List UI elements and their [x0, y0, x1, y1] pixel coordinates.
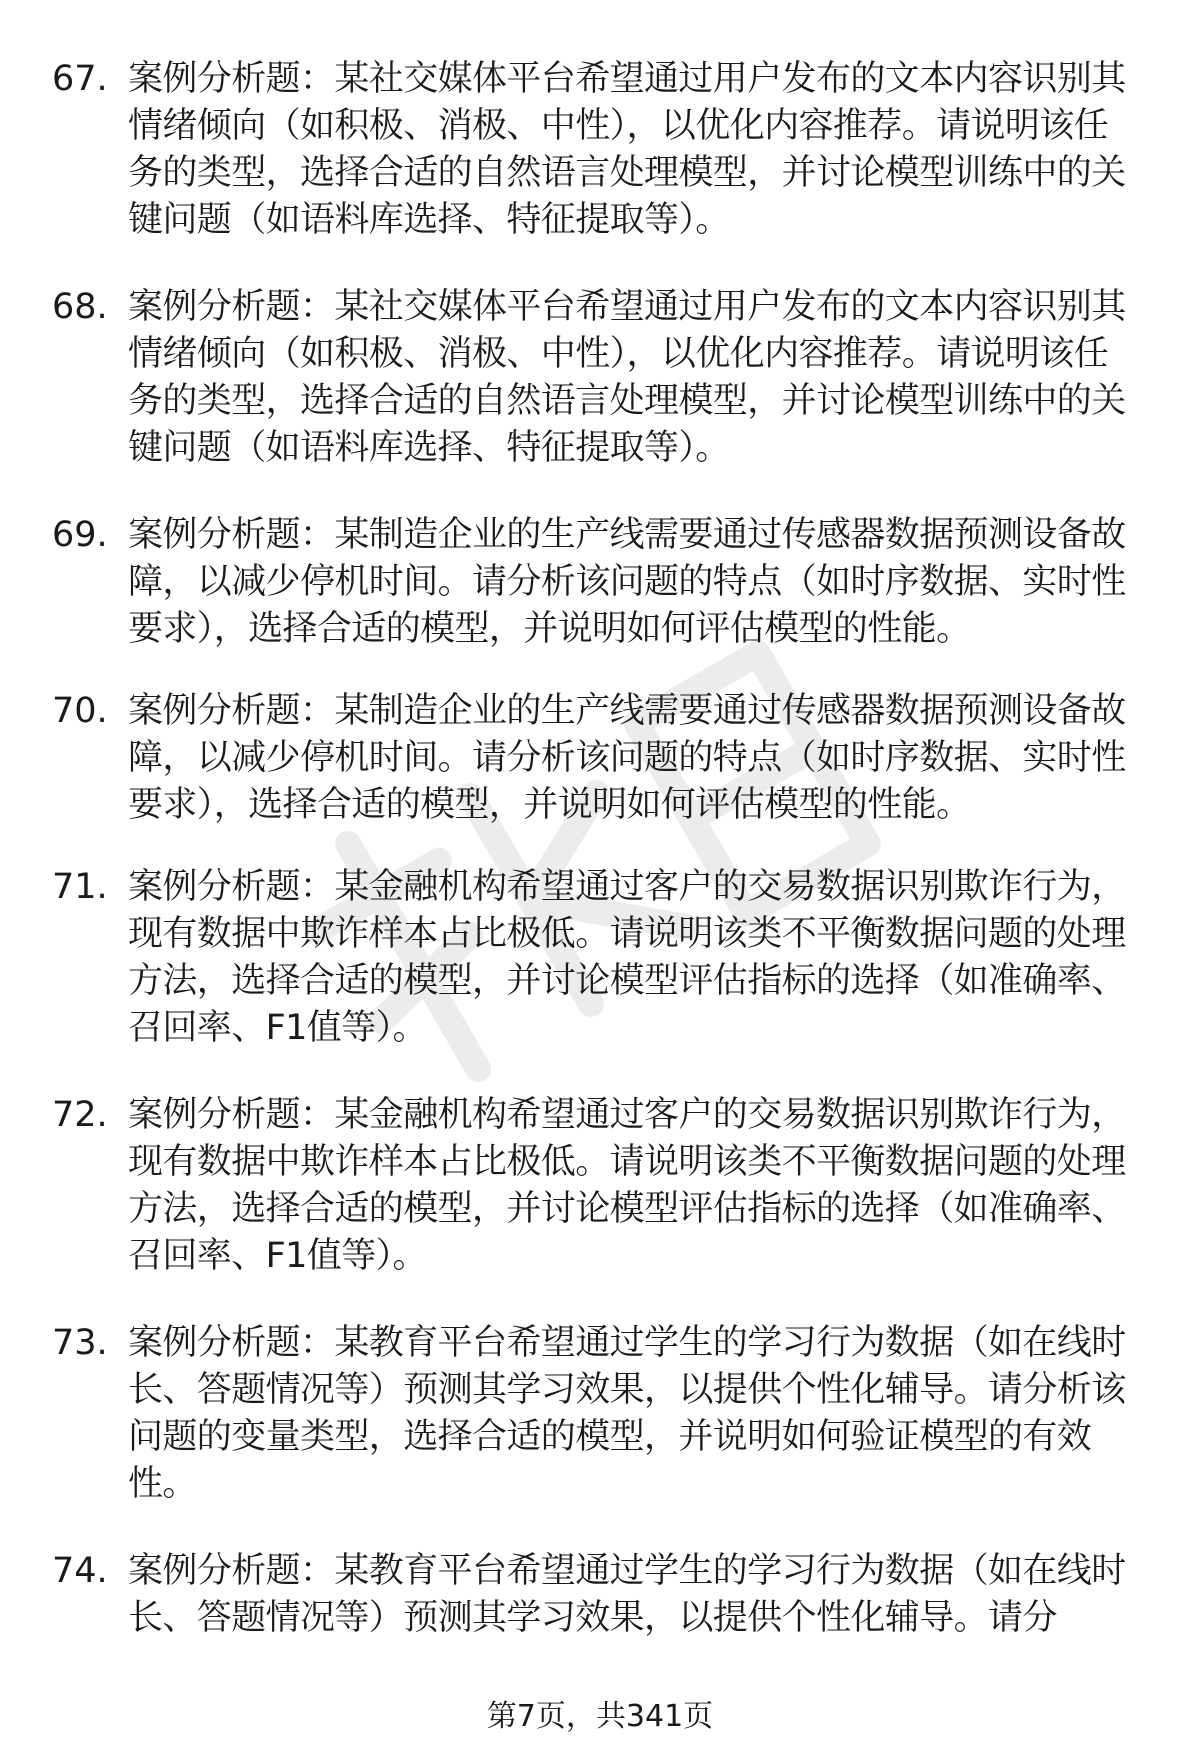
question-spacer — [52, 472, 1142, 512]
page-number-footer: 第7页，共341页 — [486, 1699, 714, 1734]
question-spacer — [52, 1508, 1142, 1548]
question-item — [52, 688, 1142, 829]
question-text: 案例分析题：某金融机构希望通过客户的交易数据识别欺诈行为，现有数据中欺诈样本占比极低。请说明该类不平衡数据问题的处理方法，选择合适的模型，并讨论模型评估指标的选择（如准确率、召回率、F1值等）。 — [128, 1095, 1126, 1276]
question-spacer — [52, 829, 1142, 864]
question-number: 73. — [52, 1323, 108, 1363]
question-item — [52, 1092, 1142, 1280]
question-text: 案例分析题：某教育平台希望通过学生的学习行为数据（如在线时长、答题情况等）预测其学习效果，以提供个性化辅导。请分 — [128, 1551, 1126, 1638]
question-item — [52, 56, 1142, 244]
question-text: 案例分析题：某制造企业的生产线需要通过传感器数据预测设备故障，以减少停机时间。请分析该问题的特点（如时序数据、实时性要求），选择合适的模型，并说明如何评估模型的性能。 — [128, 515, 1126, 649]
question-spacer — [52, 1280, 1142, 1320]
question-number: 68. — [52, 287, 108, 327]
question-number: 67. — [52, 59, 108, 99]
question-spacer — [52, 244, 1142, 284]
question-spacer — [52, 653, 1142, 688]
question-item — [52, 512, 1142, 653]
question-item — [52, 1320, 1142, 1508]
question-item — [52, 284, 1142, 472]
question-text: 案例分析题：某金融机构希望通过客户的交易数据识别欺诈行为，现有数据中欺诈样本占比极低。请说明该类不平衡数据问题的处理方法，选择合适的模型，并讨论模型评估指标的选择（如准确率、召回率、F1值等）。 — [128, 867, 1126, 1048]
question-spacer — [52, 1052, 1142, 1092]
question-list — [52, 56, 1142, 1642]
question-number: 72. — [52, 1095, 108, 1135]
question-item — [52, 864, 1142, 1052]
question-number: 70. — [52, 691, 108, 731]
question-text: 案例分析题：某社交媒体平台希望通过用户发布的文本内容识别其情绪倾向（如积极、消极、中性），以优化内容推荐。请说明该任务的类型，选择合适的自然语言处理模型，并讨论模型训练中的关键问题（如语料库选择、特征提取等）。 — [128, 59, 1126, 240]
question-number: 69. — [52, 515, 108, 555]
question-text: 案例分析题：某教育平台希望通过学生的学习行为数据（如在线时长、答题情况等）预测其学习效果，以提供个性化辅导。请分析该问题的变量类型，选择合适的模型，并说明如何验证模型的有效性。 — [128, 1323, 1126, 1504]
question-text: 案例分析题：某社交媒体平台希望通过用户发布的文本内容识别其情绪倾向（如积极、消极、中性），以优化内容推荐。请说明该任务的类型，选择合适的自然语言处理模型，并讨论模型训练中的关键问题（如语料库选择、特征提取等）。 — [128, 287, 1126, 468]
question-number: 74. — [52, 1551, 108, 1591]
question-item — [52, 1548, 1142, 1642]
question-number: 71. — [52, 867, 108, 907]
question-text: 案例分析题：某制造企业的生产线需要通过传感器数据预测设备故障，以减少停机时间。请分析该问题的特点（如时序数据、实时性要求），选择合适的模型，并说明如何评估模型的性能。 — [128, 691, 1126, 825]
